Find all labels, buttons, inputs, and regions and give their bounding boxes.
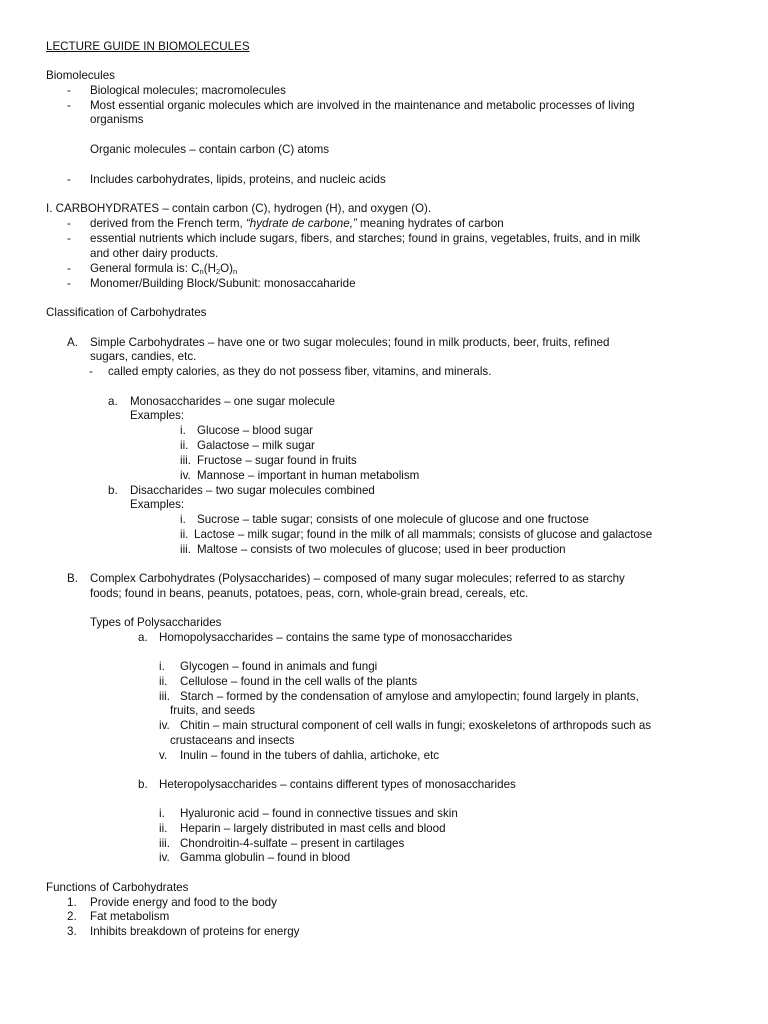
list-item: Inhibits breakdown of proteins for energy <box>90 925 300 938</box>
list-label: iv. <box>159 719 170 732</box>
bullet-dash: - <box>67 232 71 245</box>
list-label: 1. <box>67 896 77 909</box>
examples-label: Examples: <box>130 498 185 511</box>
text-run: (H <box>203 262 216 275</box>
document-title: LECTURE GUIDE IN BIOMOLECULES <box>46 40 250 53</box>
section-heading-biomolecules: Biomolecules <box>46 69 115 82</box>
list-item: Hyaluronic acid – found in connective tissues and skin <box>180 807 458 820</box>
bullet-dash: - <box>67 173 71 186</box>
list-item: Fructose – sugar found in fruits <box>197 454 357 467</box>
list-item: Cellulose – found in the cell walls of the plants <box>180 675 418 688</box>
simple-carbs-text-continued: sugars, candies, etc. <box>90 350 197 363</box>
list-label: iii. <box>159 837 170 850</box>
list-label: a. <box>138 631 148 644</box>
bullet-dash: - <box>67 217 71 230</box>
list-item: Heparin – largely distributed in mast cells and blood <box>180 822 446 835</box>
complex-carbs-text-continued: foods; found in beans, peanuts, potatoes, peas, corn, whole-grain bread, cereals, etc. <box>90 587 529 600</box>
list-item: Inulin – found in the tubers of dahlia, artichoke, etc <box>180 749 440 762</box>
text-run: derived from the French term, <box>90 217 246 230</box>
list-item: Gamma globulin – found in blood <box>180 851 351 864</box>
bullet-text: Biological molecules; macromolecules <box>90 84 286 97</box>
bullet-text: called empty calories, as they do not possess fiber, vitamins, and minerals. <box>108 365 492 378</box>
list-label: ii. <box>159 675 168 688</box>
list-label: a. <box>108 395 118 408</box>
list-label: iii. <box>159 690 170 703</box>
list-item: Glycogen – found in animals and fungi <box>180 660 378 673</box>
list-label: ii. <box>159 822 168 835</box>
list-item: Galactose – milk sugar <box>197 439 315 452</box>
list-label: A. <box>67 336 78 349</box>
bullet-text-continued: organisms <box>90 113 144 126</box>
list-item-continued: crustaceans and insects <box>170 734 295 747</box>
disaccharides-text: Disaccharides – two sugar molecules combined <box>130 484 375 497</box>
list-label: 3. <box>67 925 77 938</box>
list-item: Sucrose – table sugar; consists of one molecule of glucose and one fructose <box>197 513 589 526</box>
complex-carbs-text: Complex Carbohydrates (Polysaccharides) – composed of many sugar molecules; referred to as starchy <box>90 572 625 585</box>
monosaccharides-text: Monosaccharides – one sugar molecule <box>130 395 335 408</box>
list-item: Provide energy and food to the body <box>90 896 277 909</box>
list-item: Mannose – important in human metabolism <box>197 469 420 482</box>
bullet-text: Most essential organic molecules which are involved in the maintenance and metabolic processes of living <box>90 99 635 112</box>
section-heading-carbohydrates: I. CARBOHYDRATES – contain carbon (C), hydrogen (H), and oxygen (O). <box>46 202 432 215</box>
heteropolysaccharides-text: Heteropolysaccharides – contains different types of monosaccharides <box>159 778 516 791</box>
list-item: Glucose – blood sugar <box>197 424 314 437</box>
bullet-text-continued: and other dairy products. <box>90 247 219 260</box>
french-term: “hydrate de carbone,” <box>245 217 357 230</box>
general-formula <box>90 262 237 277</box>
bullet-dash: - <box>67 277 71 290</box>
list-item: Maltose – consists of two molecules of glucose; used in beer production <box>197 543 566 556</box>
list-label: iii. <box>180 454 191 467</box>
list-label: ii. <box>180 439 189 452</box>
text-run: O) <box>220 262 234 275</box>
list-label: v. <box>159 749 168 762</box>
bullet-dash: - <box>67 99 71 112</box>
text-run: General formula is: C <box>90 262 200 275</box>
bullet-dash: - <box>89 365 93 378</box>
list-item: Chondroitin-4-sulfate – present in cartilages <box>180 837 405 850</box>
section-heading-functions: Functions of Carbohydrates <box>46 881 189 894</box>
subscript: n <box>199 267 204 276</box>
list-item: Lactose – milk sugar; found in the milk of all mammals; consists of glucose and galactose <box>194 528 653 541</box>
subscript: 2 <box>215 267 221 276</box>
types-heading: Types of Polysaccharides <box>90 616 222 629</box>
simple-carbs-text: Simple Carbohydrates – have one or two sugar molecules; found in milk products, beer, fruits, refined <box>90 336 610 349</box>
bullet-text: essential nutrients which include sugars, fibers, and starches; found in grains, vegetables, fruits, and in milk <box>90 232 641 245</box>
list-label: B. <box>67 572 78 585</box>
list-item-continued: fruits, and seeds <box>170 704 256 717</box>
list-label: i. <box>180 424 186 437</box>
list-item: Fat metabolism <box>90 910 170 923</box>
list-label: iv. <box>159 851 170 864</box>
list-label: i. <box>159 660 165 673</box>
examples-label: Examples: <box>130 409 185 422</box>
list-label: b. <box>138 778 148 791</box>
bullet-text <box>90 217 504 232</box>
list-label: 2. <box>67 910 77 923</box>
bullet-dash: - <box>67 84 71 97</box>
subscript: n <box>233 267 238 276</box>
list-label: i. <box>159 807 165 820</box>
list-label: iii. <box>180 543 191 556</box>
organic-molecules-note: Organic molecules – contain carbon (C) atoms <box>90 143 330 156</box>
list-item: Chitin – main structural component of cell walls in fungi; exoskeletons of arthropods such as <box>180 719 652 732</box>
text-run: meaning hydrates of carbon <box>356 217 504 230</box>
list-label: b. <box>108 484 118 497</box>
list-label: iv. <box>180 469 191 482</box>
bullet-text: Monomer/Building Block/Subunit: monosaccaharide <box>90 277 356 290</box>
list-label: ii. <box>180 528 189 541</box>
list-label: i. <box>180 513 186 526</box>
section-heading-classification: Classification of Carbohydrates <box>46 306 207 319</box>
homopolysaccharides-text: Homopolysaccharides – contains the same type of monosaccharides <box>159 631 513 644</box>
bullet-text: Includes carbohydrates, lipids, proteins, and nucleic acids <box>90 173 386 186</box>
bullet-dash: - <box>67 262 71 275</box>
list-item: Starch – formed by the condensation of amylose and amylopectin; found largely in plants, <box>180 690 639 703</box>
